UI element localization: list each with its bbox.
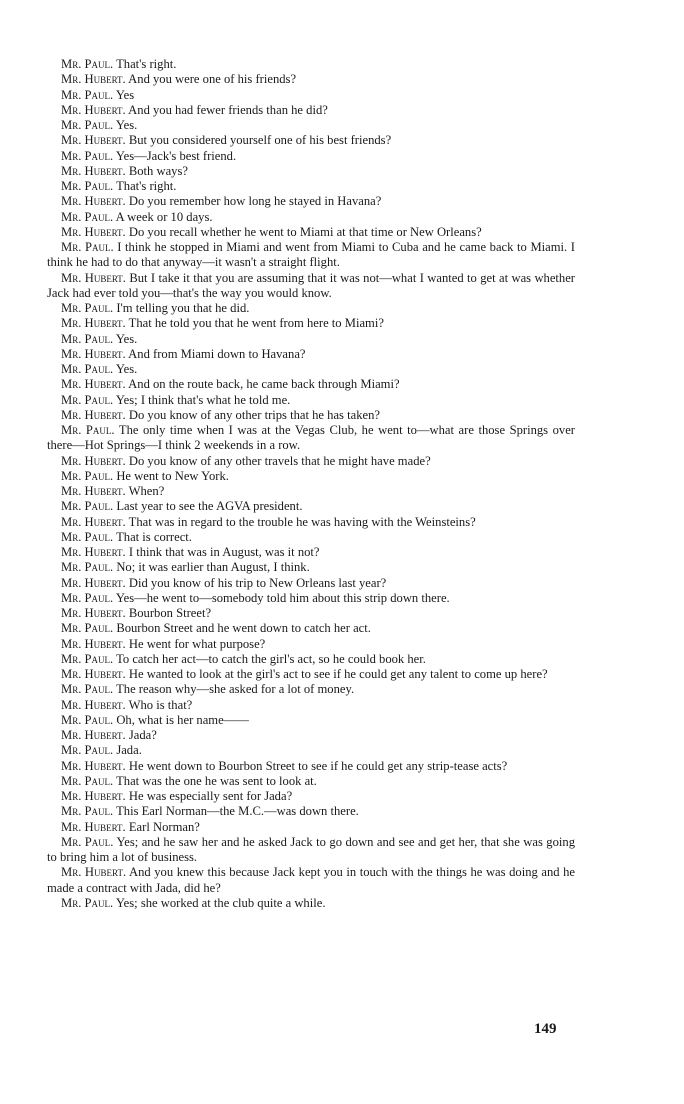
- transcript-line: [47, 377, 575, 392]
- speaker-label: Mr. Hubert.: [61, 575, 126, 590]
- speaker-label: Mr. Hubert.: [61, 514, 126, 529]
- speaker-label: Mr. Paul.: [61, 712, 114, 727]
- spoken-text: Yes; she worked at the club quite a while.: [115, 895, 326, 910]
- page-number: 149: [534, 1021, 557, 1037]
- speaker-label: Mr. Hubert.: [61, 224, 126, 239]
- transcript-line: [47, 606, 575, 621]
- spoken-text: Yes.: [115, 362, 138, 376]
- spoken-text: He went to New York.: [116, 468, 229, 483]
- transcript-line: [47, 621, 575, 636]
- speaker-label: Mr. Hubert.: [61, 865, 127, 880]
- transcript-line: [47, 530, 575, 545]
- speaker-label: Mr. Paul.: [61, 682, 114, 697]
- transcript-line: [47, 820, 575, 835]
- speaker-label: Mr. Paul.: [61, 621, 114, 636]
- spoken-text: And from Miami down to Havana?: [128, 346, 306, 361]
- transcript-line: [47, 179, 575, 194]
- spoken-text: Yes; I think that's what he told me.: [115, 392, 291, 407]
- spoken-text: Yes.: [115, 118, 138, 132]
- transcript-line: [47, 789, 575, 804]
- transcript-line: [47, 271, 575, 302]
- spoken-text: He wanted to look at the girl's act to see if he could get any talent to come up here?: [128, 667, 548, 681]
- transcript-line: [47, 560, 575, 575]
- transcript-line: [47, 164, 575, 179]
- spoken-text: I think he stopped in Miami and went from Miami to Cuba and he came back to Miami. I think he had to do that anyway—it wasn't a straight flight.: [47, 240, 575, 270]
- speaker-label: Mr. Paul.: [61, 743, 114, 758]
- spoken-text: No; it was earlier than August, I think.: [116, 560, 310, 575]
- transcript-line: [47, 225, 575, 240]
- speaker-label: Mr. Paul.: [61, 499, 114, 514]
- speaker-label: Mr. Paul.: [61, 331, 114, 346]
- transcript-line: [47, 210, 575, 225]
- transcript-line: [47, 408, 575, 423]
- speaker-label: Mr. Paul.: [61, 57, 114, 71]
- speaker-label: Mr. Hubert.: [61, 789, 126, 803]
- transcript-line: [47, 499, 575, 514]
- spoken-text: Do you know of any other travels that he might have made?: [128, 453, 431, 468]
- spoken-text: This Earl Norman—the M.C.—was down there.: [116, 804, 359, 819]
- speaker-label: Mr. Hubert.: [61, 346, 126, 361]
- transcript-line: [47, 667, 575, 682]
- spoken-text: Earl Norman?: [128, 819, 200, 834]
- speaker-label: Mr. Paul.: [61, 148, 114, 163]
- speaker-label: Mr. Paul.: [61, 834, 114, 849]
- spoken-text: Oh, what is her name——: [116, 712, 249, 727]
- speaker-label: Mr. Hubert.: [61, 102, 126, 117]
- spoken-text: That's right.: [116, 179, 177, 193]
- spoken-text: Yes—he went to—somebody told him about this strip down there.: [115, 590, 450, 605]
- spoken-text: Who is that?: [128, 697, 193, 712]
- transcript-line: [47, 72, 575, 87]
- spoken-text: That he told you that he went from here to Miami?: [128, 316, 384, 331]
- spoken-text: I'm telling you that he did.: [116, 301, 250, 315]
- transcript-line: [47, 591, 575, 606]
- speaker-label: Mr. Hubert.: [61, 163, 126, 178]
- speaker-label: Mr. Paul.: [61, 468, 114, 483]
- spoken-text: Yes: [115, 87, 135, 102]
- spoken-text: But you considered yourself one of his best friends?: [128, 133, 392, 148]
- transcript-line: [47, 423, 575, 454]
- speaker-label: Mr. Hubert.: [61, 72, 126, 87]
- spoken-text: A week or 10 days.: [115, 209, 213, 224]
- speaker-label: Mr. Hubert.: [61, 133, 126, 148]
- spoken-text: Yes; and he saw her and he asked Jack to go down and see and get her, that she was going to bring him a lot of business.: [47, 834, 575, 864]
- transcript-line: [47, 835, 575, 866]
- speaker-label: Mr. Hubert.: [61, 484, 126, 498]
- speaker-label: Mr. Paul.: [61, 804, 114, 819]
- spoken-text: But I take it that you are assuming that it was not—what I wanted to get at was whether Jack had ever told you—that's the way you would know.: [47, 270, 576, 300]
- transcript-line: [47, 637, 575, 652]
- transcript-line: [47, 774, 575, 789]
- speaker-label: Mr. Hubert.: [61, 606, 126, 620]
- transcript-line: [47, 240, 575, 271]
- transcript-line: [47, 362, 575, 377]
- speaker-label: Mr. Hubert.: [61, 407, 126, 422]
- speaker-label: Mr. Hubert.: [61, 697, 126, 712]
- spoken-text: He went down to Bourbon Street to see if he could get any strip-tease acts?: [128, 758, 508, 773]
- speaker-label: Mr. Paul.: [61, 392, 114, 407]
- transcript-line: [47, 454, 575, 469]
- spoken-text: To catch her act—to catch the girl's act, so he could book her.: [116, 651, 426, 666]
- spoken-text: The reason why—she asked for a lot of money.: [116, 682, 355, 697]
- speaker-label: Mr. Paul.: [61, 301, 114, 315]
- transcript-line: [47, 103, 575, 118]
- speaker-label: Mr. Paul.: [61, 179, 114, 193]
- speaker-label: Mr. Paul.: [61, 590, 114, 605]
- speaker-label: Mr. Hubert.: [61, 545, 126, 559]
- spoken-text: Yes—Jack's best friend.: [115, 148, 237, 163]
- spoken-text: And you were one of his friends?: [128, 72, 297, 87]
- speaker-label: Mr. Paul.: [61, 895, 114, 910]
- transcript-line: [47, 57, 575, 72]
- speaker-label: Mr. Paul.: [61, 529, 114, 544]
- spoken-text: The only time when I was at the Vegas Club, he went to—what are those Springs over there—Hot Springs—I think 2 weekends in a row.: [47, 423, 576, 453]
- transcript-line: [47, 804, 575, 819]
- speaker-label: Mr. Hubert.: [61, 377, 126, 392]
- spoken-text: That was the one he was sent to look at.: [116, 773, 317, 788]
- transcript-line: [47, 698, 575, 713]
- spoken-text: Both ways?: [128, 163, 188, 178]
- spoken-text: And you had fewer friends than he did?: [128, 102, 328, 117]
- spoken-text: Jada?: [128, 728, 157, 742]
- spoken-text: Do you recall whether he went to Miami at that time or New Orleans?: [128, 224, 482, 239]
- spoken-text: He was especially sent for Jada?: [128, 789, 293, 803]
- spoken-text: Jada.: [116, 743, 142, 758]
- speaker-label: Mr. Paul.: [61, 362, 114, 376]
- transcript-line: [47, 118, 575, 133]
- speaker-label: Mr. Hubert.: [61, 316, 126, 331]
- speaker-label: Mr. Paul.: [61, 118, 114, 132]
- transcript-line: [47, 713, 575, 728]
- spoken-text: And you knew this because Jack kept you in touch with the things he was doing and he made a contract with Jada, did he?: [47, 865, 575, 895]
- speaker-label: Mr. Hubert.: [61, 819, 126, 834]
- spoken-text: Did you know of his trip to New Orleans last year?: [128, 575, 387, 590]
- transcript-line: [47, 728, 575, 743]
- transcript-line: [47, 545, 575, 560]
- spoken-text: He went for what purpose?: [128, 636, 266, 651]
- transcript-line: [47, 652, 575, 667]
- speaker-label: Mr. Paul.: [61, 773, 114, 788]
- transcript-line: [47, 316, 575, 331]
- spoken-text: Yes.: [115, 331, 138, 346]
- speaker-label: Mr. Paul.: [61, 423, 115, 437]
- spoken-text: And on the route back, he came back through Miami?: [128, 377, 400, 392]
- transcript-line: [47, 347, 575, 362]
- spoken-text: That's right.: [116, 57, 177, 71]
- speaker-label: Mr. Paul.: [61, 560, 114, 575]
- speaker-label: Mr. Paul.: [61, 87, 114, 102]
- speaker-label: Mr. Hubert.: [61, 270, 126, 285]
- transcript-line: [47, 149, 575, 164]
- speaker-label: Mr. Hubert.: [61, 758, 126, 773]
- transcript-line: [47, 88, 575, 103]
- transcript-line: [47, 759, 575, 774]
- transcript-line: [47, 682, 575, 697]
- spoken-text: Bourbon Street and he went down to catch her act.: [116, 621, 371, 636]
- speaker-label: Mr. Hubert.: [61, 728, 126, 742]
- speaker-label: Mr. Paul.: [61, 209, 114, 224]
- transcript-line: [47, 393, 575, 408]
- transcript-line: [47, 576, 575, 591]
- spoken-text: I think that was in August, was it not?: [128, 545, 320, 559]
- transcript-line: [47, 301, 575, 316]
- spoken-text: Do you remember how long he stayed in Havana?: [128, 194, 382, 209]
- transcript-line: [47, 743, 575, 758]
- transcript-body: [47, 57, 575, 911]
- transcript-line: [47, 332, 575, 347]
- transcript-line: [47, 469, 575, 484]
- transcript-line: [47, 515, 575, 530]
- speaker-label: Mr. Hubert.: [61, 453, 126, 468]
- speaker-label: Mr. Hubert.: [61, 667, 126, 681]
- speaker-label: Mr. Hubert.: [61, 194, 126, 209]
- speaker-label: Mr. Hubert.: [61, 636, 126, 651]
- speaker-label: Mr. Paul.: [61, 651, 114, 666]
- transcript-line: [47, 133, 575, 148]
- spoken-text: Do you know of any other trips that he has taken?: [128, 407, 380, 422]
- spoken-text: That is correct.: [116, 529, 192, 544]
- speaker-label: Mr. Paul.: [61, 240, 114, 254]
- spoken-text: Bourbon Street?: [128, 606, 212, 620]
- transcript-line: [47, 484, 575, 499]
- spoken-text: Last year to see the AGVA president.: [116, 499, 303, 514]
- spoken-text: When?: [128, 484, 165, 498]
- spoken-text: That was in regard to the trouble he was having with the Weinsteins?: [128, 514, 476, 529]
- transcript-line: [47, 896, 575, 911]
- transcript-line: [47, 194, 575, 209]
- transcript-line: [47, 865, 575, 896]
